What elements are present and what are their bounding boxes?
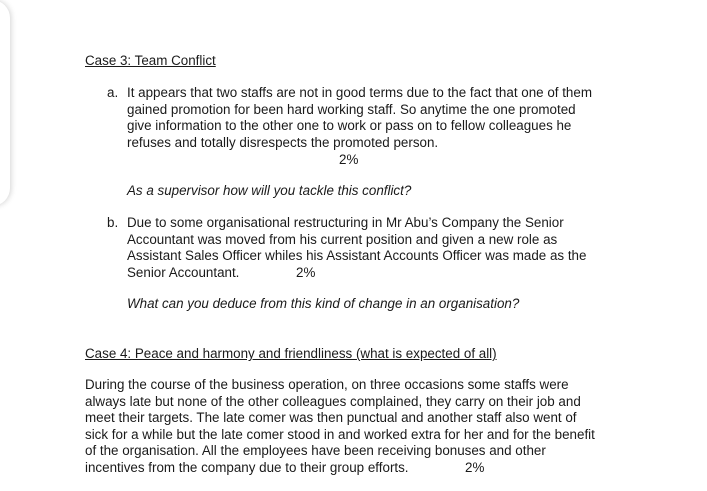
- side-panel-edge: [0, 0, 10, 206]
- item-a-line: gained promotion for been hard working staff. So anytime the one promoted: [127, 101, 576, 117]
- item-b-line: Due to some organisational restructuring in Mr Abu’s Company the Senior: [127, 215, 564, 230]
- case4-mark: 2%: [465, 460, 485, 475]
- item-b-text: [127, 215, 586, 281]
- item-b-question: What can you deduce from this kind of change in an organisation?: [127, 296, 520, 311]
- item-b-marker: b.: [107, 215, 119, 230]
- case4-line: During the course of the business operation, on three occasions some staffs were: [85, 377, 569, 392]
- item-b-mark: 2%: [296, 265, 316, 280]
- case4-line: of the organisation. All the employees have been receiving bonuses and other: [85, 443, 546, 459]
- item-b-line: Accountant was moved from his current position and given a new role as: [127, 231, 558, 247]
- item-a-text: [127, 85, 592, 151]
- case4-line: sick for a while but the late comer stood in and worked extra for her and for the benefit: [85, 426, 595, 442]
- item-a-marker: a.: [107, 85, 119, 100]
- item-a-mark: 2%: [339, 152, 359, 167]
- item-a-line: give information to the other one to work or pass on to fellow colleagues he: [127, 118, 572, 134]
- item-a-line: It appears that two staffs are not in good terms due to the fact that one of them: [127, 85, 592, 100]
- item-b-line: Assistant Sales Officer whiles his Assistant Accounts Officer was made as the: [127, 248, 587, 264]
- item-a-line: refuses and totally disrespects the promoted person.: [127, 134, 439, 150]
- case4-paragraph: [85, 377, 595, 477]
- case3-heading: Case 3: Team Conflict: [85, 53, 216, 68]
- case4-heading: Case 4: Peace and harmony and friendliness (what is expected of all): [85, 346, 497, 361]
- case4-line: incentives from the company due to their group efforts.: [85, 459, 409, 475]
- item-a-question: As a supervisor how will you tackle this conflict?: [127, 183, 412, 198]
- case4-line: always late but none of the other colleagues complained, they carry on their job and: [85, 393, 581, 409]
- case4-line: meet their targets. The late comer was then punctual and another staff also went of: [85, 410, 577, 426]
- item-b-line: Senior Accountant.: [127, 264, 240, 280]
